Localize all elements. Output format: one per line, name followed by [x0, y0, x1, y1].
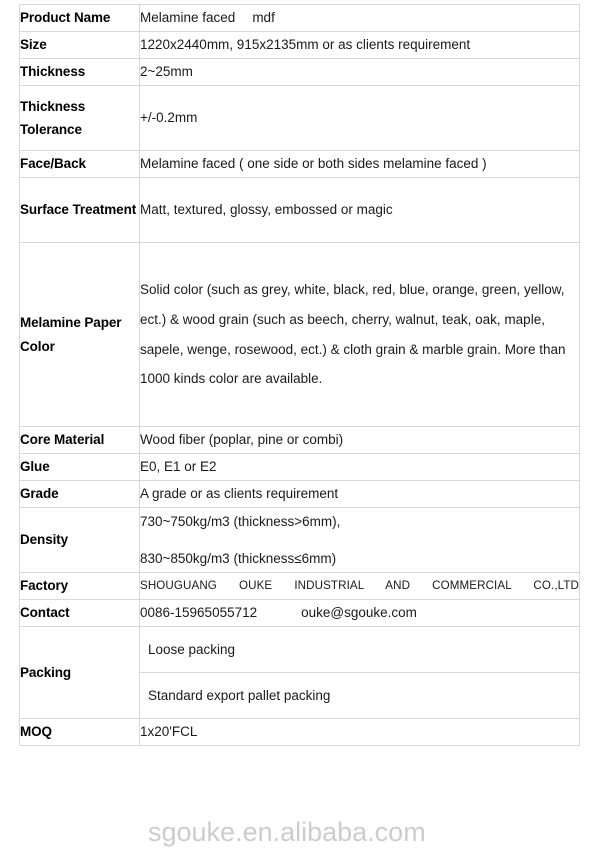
table-row-glue — [20, 454, 580, 481]
row-label-thickness-tolerance — [20, 86, 140, 151]
product-specification-table — [19, 4, 579, 746]
table-row-product-name — [20, 5, 580, 32]
row-label-core-material: Core Material — [20, 427, 140, 454]
row-label-thickness: Thickness — [20, 59, 140, 86]
packing-sub-row — [140, 673, 579, 719]
table-row-packing — [20, 627, 580, 719]
row-label-melamine-paper-color — [20, 243, 140, 427]
row-label-density: Density — [20, 508, 140, 573]
row-value-face-back: Melamine faced ( one side or both sides melamine faced ) — [140, 151, 580, 178]
site-watermark: sgouke.en.alibaba.com — [148, 817, 426, 847]
row-value-packing — [140, 627, 580, 719]
density-line-1: 730~750kg/m3 (thickness>6mm), — [140, 514, 341, 530]
row-label-grade: Grade — [20, 481, 140, 508]
row-label-glue: Glue — [20, 454, 140, 481]
contact-email: ouke@sgouke.com — [301, 605, 417, 621]
label-line-2: Paper Color — [20, 315, 122, 354]
table-row-moq — [20, 719, 580, 746]
row-label-packing: Packing — [20, 627, 140, 719]
table-row-thickness — [20, 59, 580, 86]
row-label-moq: MOQ — [20, 719, 140, 746]
table-row-core-material — [20, 427, 580, 454]
label-line-1: Thickness — [20, 98, 86, 114]
row-value-core-material: Wood fiber (poplar, pine or combi) — [140, 427, 580, 454]
packing-subtable — [140, 627, 579, 718]
row-value-contact — [140, 600, 580, 627]
packing-sub-row — [140, 627, 579, 673]
table-row-grade — [20, 481, 580, 508]
row-value-surface-treatment: Matt, textured, glossy, embossed or magic — [140, 178, 580, 243]
row-value-size: 1220x2440mm, 915x2135mm or as clients requirement — [140, 32, 580, 59]
row-value-moq: 1x20'FCL — [140, 719, 580, 746]
row-value-grade: A grade or as clients requirement — [140, 481, 580, 508]
row-label-product-name: Product Name — [20, 5, 140, 32]
row-label-size: Size — [20, 32, 140, 59]
contact-phone: 0086-15965055712 — [140, 605, 258, 621]
row-value-thickness: 2~25mm — [140, 59, 580, 86]
table-row-surface-treatment — [20, 178, 580, 243]
packing-option-pallet: Standard export pallet packing — [140, 673, 579, 719]
table-row-size — [20, 32, 580, 59]
density-line-2: 830~850kg/m3 (thickness≤6mm) — [140, 550, 337, 566]
row-label-surface-treatment — [20, 178, 140, 243]
row-label-face-back: Face/Back — [20, 151, 140, 178]
packing-option-loose: Loose packing — [140, 627, 579, 673]
label-line-1: Melamine — [20, 315, 81, 331]
table-row-melamine-paper-color — [20, 243, 580, 427]
label-line-2: Tolerance — [20, 122, 82, 137]
product-name-secondary: mdf — [252, 10, 275, 26]
product-name-primary: Melamine faced — [140, 10, 236, 26]
row-value-density — [140, 508, 580, 573]
row-value-glue: E0, E1 or E2 — [140, 454, 580, 481]
table-row-factory — [20, 573, 580, 600]
label-line-2: Treatment — [72, 202, 137, 218]
row-value-factory: SHOUGUANG OUKE INDUSTRIAL AND COMMERCIAL CO.,LTD — [140, 573, 580, 600]
row-label-factory: Factory — [20, 573, 140, 600]
row-value-product-name — [140, 5, 580, 32]
label-line-1: Surface — [20, 202, 69, 218]
table-row-density — [20, 508, 580, 573]
table-row-thickness-tolerance — [20, 86, 580, 151]
table-row-contact — [20, 600, 580, 627]
row-value-thickness-tolerance: +/-0.2mm — [140, 86, 580, 151]
row-label-contact: Contact — [20, 600, 140, 627]
row-value-melamine-paper-color: Solid color (such as grey, white, black, red, blue, orange, green, yellow, ect.) & wood grain (such as beech, cherry, walnut, teak, oak, maple, sapele, wenge, rosewood, ect.) & cloth grain & marble grain. More than 1000 kinds color are available. — [140, 243, 580, 427]
spec-table — [19, 4, 580, 746]
table-row-face-back — [20, 151, 580, 178]
